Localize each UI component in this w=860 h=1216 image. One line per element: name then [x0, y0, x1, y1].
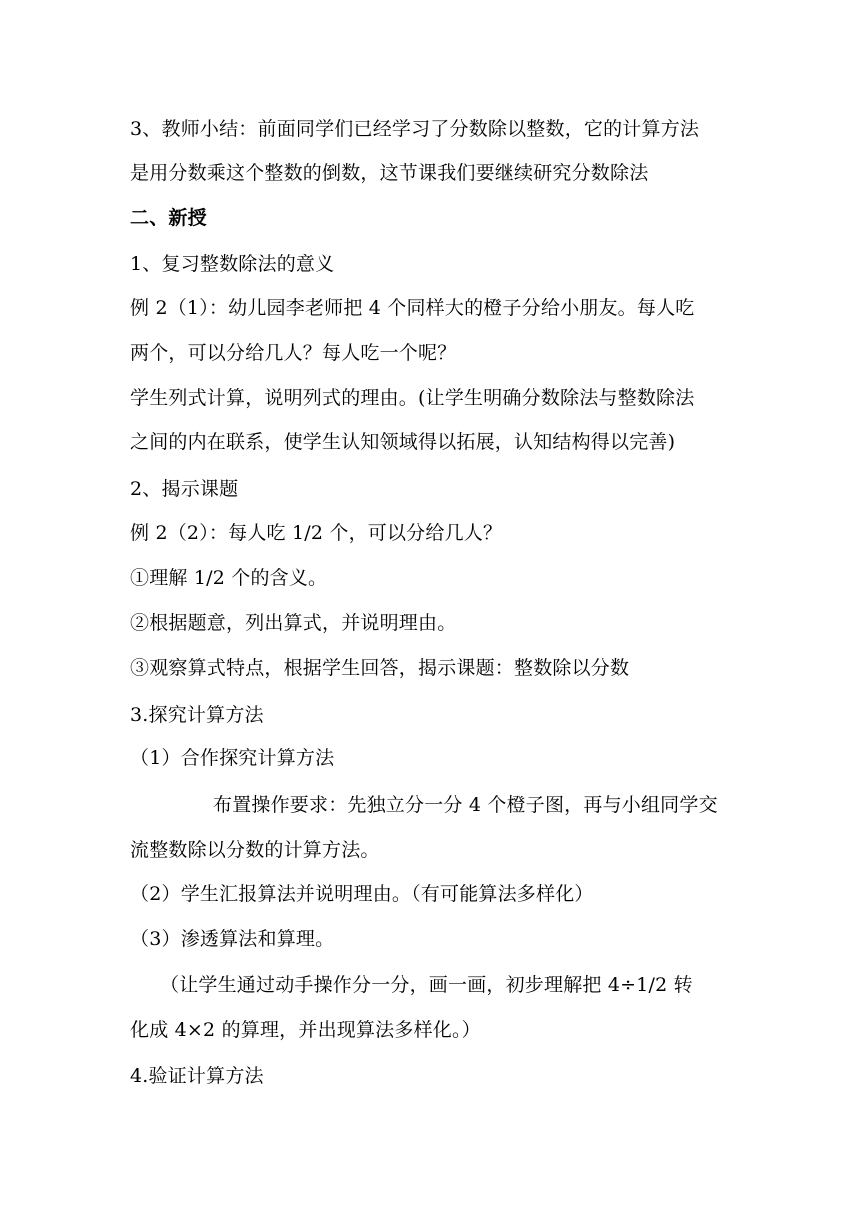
example-2-2: 例 2（2）：每人吃 1/2 个，可以分给几人？: [130, 522, 503, 544]
part-2-report: （2）学生汇报算法并说明理由。（有可能算法多样化）: [130, 883, 594, 905]
subheading-verify-method: 4.验证计算方法: [130, 1065, 264, 1087]
example-2-1-line-2: 两个，可以分给几人？每人吃一个呢？: [130, 342, 457, 364]
operation-requirement-line-2: 流整数除以分数的计算方法。: [130, 839, 380, 861]
operation-requirement-line-1: 布置操作要求：先独立分一分 4 个橙子图，再与小组同学交: [213, 794, 718, 816]
note-line-1: （让学生通过动手操作分一分，画一画，初步理解把 4÷1/2 转: [160, 974, 693, 996]
student-calc-line-1: 学生列式计算，说明列式的理由。(让学生明确分数除法与整数除法: [130, 387, 695, 409]
step-1-meaning: ①理解 1/2 个的含义。: [130, 567, 328, 589]
student-calc-line-2: 之间的内在联系，使学生认知领域得以拓展，认知结构得以完善): [130, 431, 676, 453]
subheading-review: 1、复习整数除法的意义: [130, 253, 335, 275]
part-1-cooperate: （1）合作探究计算方法: [130, 747, 335, 769]
subheading-explore-method: 3.探究计算方法: [130, 704, 264, 726]
section-heading-new-lesson: 二、新授: [130, 207, 207, 229]
summary-line-2: 是用分数乘这个整数的倒数，这节课我们要继续研究分数除法: [130, 162, 649, 184]
step-3-observe: ③观察算式特点，根据学生回答，揭示课题：整数除以分数: [130, 657, 630, 679]
subheading-reveal-topic: 2、揭示课题: [130, 478, 239, 500]
part-3-infiltrate: （3）渗透算法和算理。: [130, 928, 335, 950]
step-2-formula: ②根据题意，列出算式，并说明理由。: [130, 612, 457, 634]
summary-line-1: 3、教师小结：前面同学们已经学习了分数除以整数，它的计算方法: [130, 118, 700, 140]
note-line-2: 化成 4×2 的算理，并出现算法多样化。）: [130, 1019, 481, 1041]
example-2-1-line-1: 例 2（1）：幼儿园李老师把 4 个同样大的橙子分给小朋友。每人吃: [130, 297, 695, 319]
